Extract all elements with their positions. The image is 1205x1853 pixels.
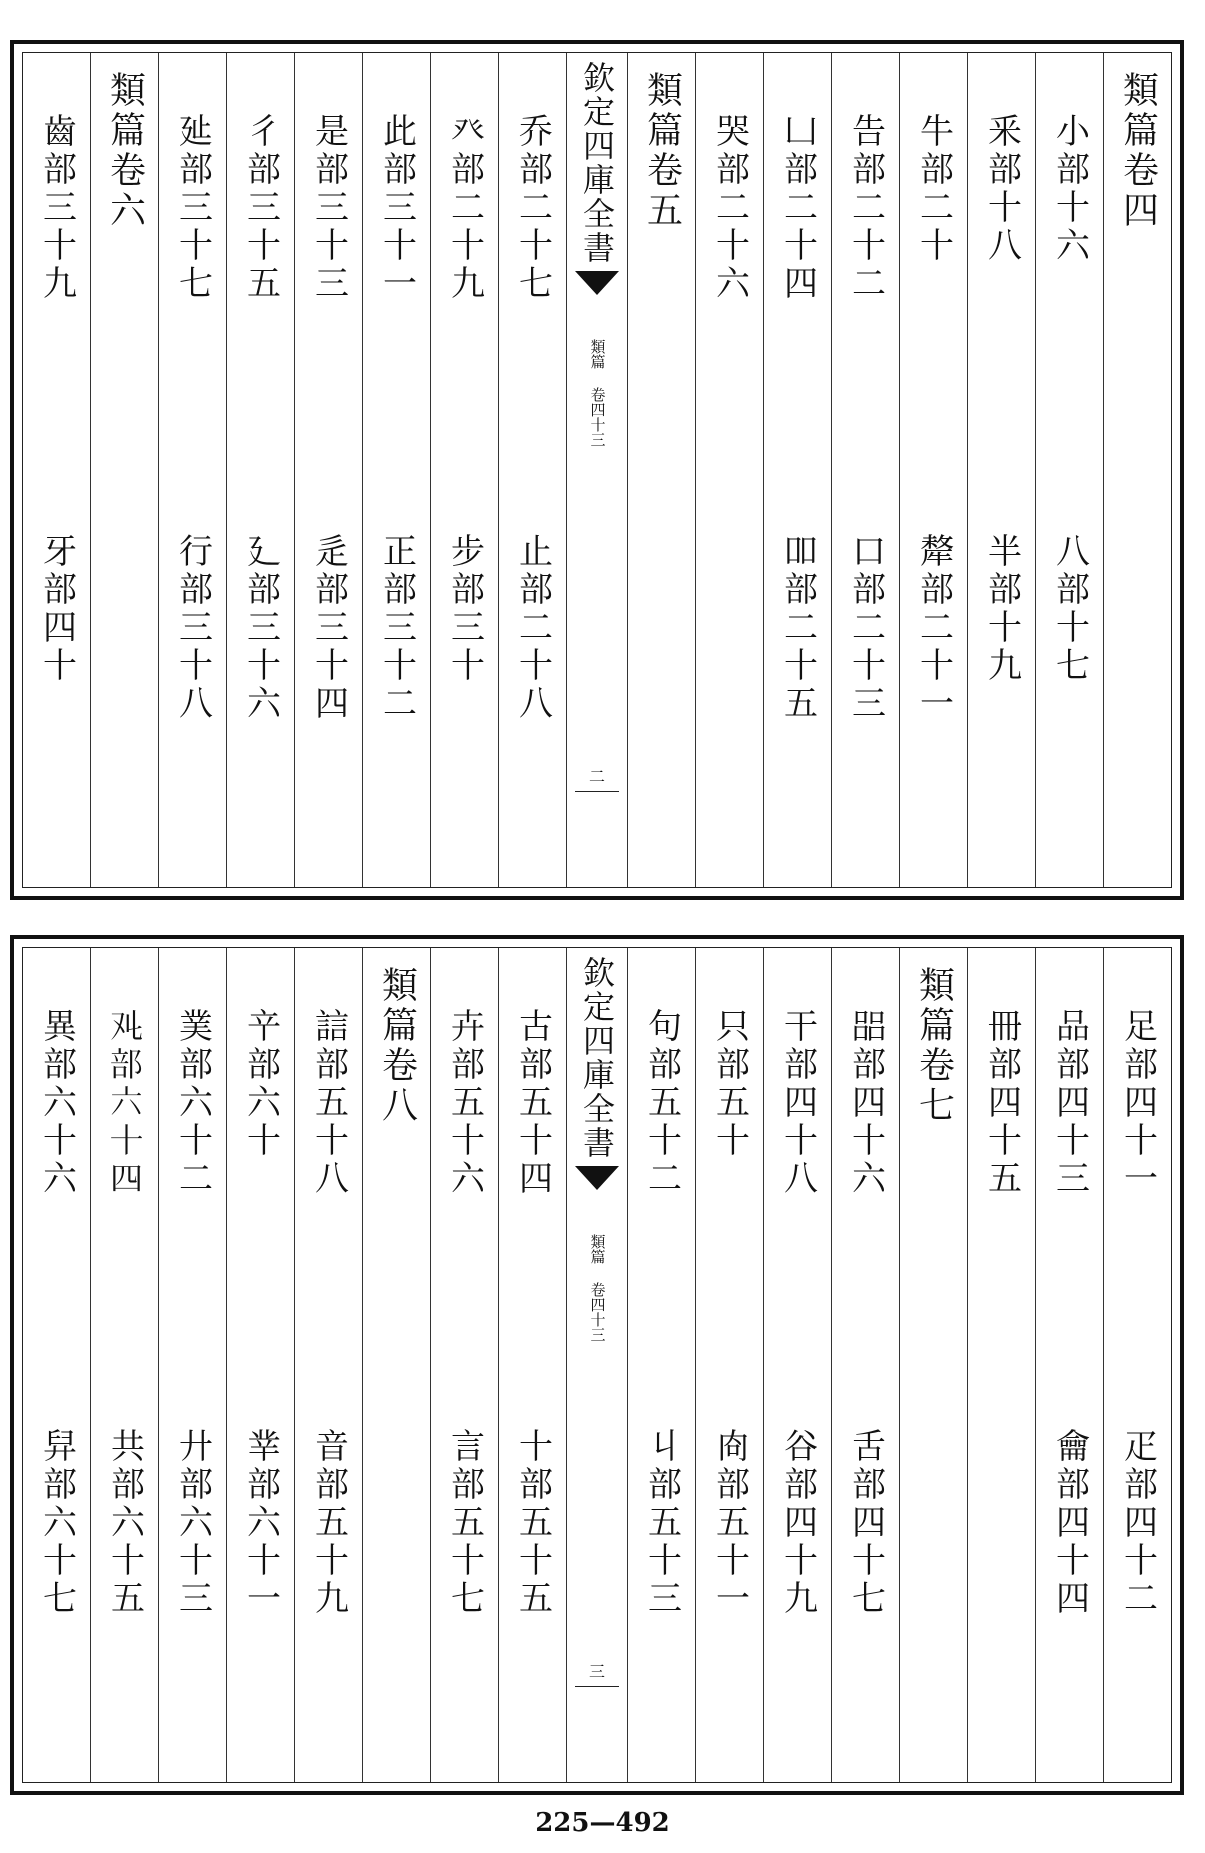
radical-entry: 牛部二十: [913, 113, 954, 265]
radical-entry: 龠部四十四: [1049, 1428, 1090, 1618]
text-column: [158, 53, 226, 887]
page-number-footer: 225—492: [535, 1808, 670, 1838]
radical-entry: 小部十六: [1049, 113, 1090, 265]
radical-entry: 凵部二十四: [777, 113, 818, 303]
radical-entry: 古部五十四: [512, 1008, 553, 1198]
text-column: [226, 948, 294, 1782]
leaf-number: 二: [588, 767, 605, 786]
text-column: [763, 948, 831, 1782]
top-page: [10, 40, 1184, 900]
text-column: [831, 948, 899, 1782]
radical-entry: 犛部二十一: [913, 533, 954, 723]
text-column: [498, 53, 566, 887]
radical-entry: 正部三十二: [376, 533, 417, 723]
top-page-columns: [22, 52, 1172, 888]
radical-entry: 㕯部五十一: [709, 1428, 750, 1618]
radical-entry: 誩部五十八: [308, 1008, 349, 1198]
radical-entry: 共部六十五: [104, 1428, 145, 1618]
radical-entry: 半部十九: [981, 533, 1022, 685]
radical-entry: 疋部四十二: [1117, 1428, 1158, 1618]
book-title: 欽定四庫全書: [578, 61, 616, 265]
text-column: [695, 948, 763, 1782]
center-gutter: [566, 53, 627, 887]
text-column: [627, 948, 695, 1782]
radical-entry: 㗊部四十六: [845, 1008, 886, 1198]
radical-entry: 干部四十八: [777, 1008, 818, 1198]
text-column: [23, 948, 90, 1782]
radical-entry: 哭部二十六: [709, 113, 750, 303]
divider: [575, 791, 619, 792]
volume-label: 類篇 卷四十三: [588, 339, 607, 447]
text-column: [430, 53, 498, 887]
text-column: [1035, 948, 1103, 1782]
text-column: [430, 948, 498, 1782]
text-column: [158, 948, 226, 1782]
text-column: [294, 53, 362, 887]
text-column: [627, 53, 695, 887]
radical-entry: 此部三十一: [376, 113, 417, 303]
text-column: [1103, 53, 1171, 887]
radical-entry: 䇂部六十: [240, 1008, 281, 1160]
radical-entry: 牙部四十: [36, 533, 77, 685]
volume-heading: 類篇卷四: [1117, 71, 1159, 231]
radical-entry: 足部四十一: [1117, 1008, 1158, 1198]
radical-entry: 齒部三十九: [36, 113, 77, 303]
radical-entry: 音部五十九: [308, 1428, 349, 1618]
fishtail-mark-icon: [575, 271, 619, 299]
bottom-page: [10, 935, 1184, 1795]
center-gutter: [566, 948, 627, 1782]
radical-entry: 辵部三十四: [308, 533, 349, 723]
radical-entry: 𠬜部六十四: [104, 1008, 145, 1198]
text-column: [90, 53, 158, 887]
radical-entry: 乔部二十七: [512, 113, 553, 303]
text-column: [226, 53, 294, 887]
radical-entry: 句部五十二: [641, 1008, 682, 1198]
text-column: [899, 948, 967, 1782]
text-column: [294, 948, 362, 1782]
text-column: [899, 53, 967, 887]
radical-entry: 口部二十三: [845, 533, 886, 723]
radical-entry: 品部四十三: [1049, 1008, 1090, 1198]
volume-heading: 類篇卷七: [913, 966, 955, 1126]
radical-entry: 言部五十七: [444, 1428, 485, 1618]
radical-entry: 冊部四十五: [981, 1008, 1022, 1198]
radical-entry: 吅部二十五: [777, 533, 818, 723]
radical-entry: 八部十七: [1049, 533, 1090, 685]
radical-entry: 只部五十: [709, 1008, 750, 1160]
text-column: [362, 948, 430, 1782]
book-title: 欽定四庫全書: [578, 956, 616, 1160]
volume-heading: 類篇卷五: [641, 71, 683, 231]
text-column: [1035, 53, 1103, 887]
text-column: [695, 53, 763, 887]
radical-entry: 廾部六十三: [172, 1428, 213, 1618]
volume-heading: 類篇卷六: [104, 71, 146, 231]
text-column: [831, 53, 899, 887]
volume-label: 類篇 卷四十三: [588, 1234, 607, 1342]
radical-entry: 止部二十八: [512, 533, 553, 723]
text-column: [1103, 948, 1171, 1782]
radical-entry: 彳部三十五: [240, 113, 281, 303]
radical-entry: 癶部二十九: [444, 113, 485, 303]
radical-entry: 菐部六十二: [172, 1008, 213, 1198]
radical-entry: 廴部三十六: [240, 533, 281, 723]
radical-entry: 舁部六十七: [36, 1428, 77, 1618]
radical-entry: 卉部五十六: [444, 1008, 485, 1198]
text-column: [967, 53, 1035, 887]
radical-entry: 釆部十八: [981, 113, 1022, 265]
radical-entry: 丵部六十一: [240, 1428, 281, 1618]
text-column: [23, 53, 90, 887]
bottom-page-columns: [22, 947, 1172, 1783]
radical-entry: 行部三十八: [172, 533, 213, 723]
volume-heading: 類篇卷八: [376, 966, 418, 1126]
fishtail-mark-icon: [575, 1166, 619, 1194]
radical-entry: 丩部五十三: [641, 1428, 682, 1618]
text-column: [763, 53, 831, 887]
radical-entry: 異部六十六: [36, 1008, 77, 1198]
text-column: [498, 948, 566, 1782]
text-column: [90, 948, 158, 1782]
text-column: [967, 948, 1035, 1782]
leaf-number: 三: [588, 1662, 605, 1681]
radical-entry: 谷部四十九: [777, 1428, 818, 1618]
radical-entry: 㢟部三十七: [172, 113, 213, 303]
radical-entry: 十部五十五: [512, 1428, 553, 1618]
text-column: [362, 53, 430, 887]
radical-entry: 舌部四十七: [845, 1428, 886, 1618]
radical-entry: 告部二十二: [845, 113, 886, 303]
divider: [575, 1686, 619, 1687]
radical-entry: 是部三十三: [308, 113, 349, 303]
radical-entry: 步部三十: [444, 533, 485, 685]
